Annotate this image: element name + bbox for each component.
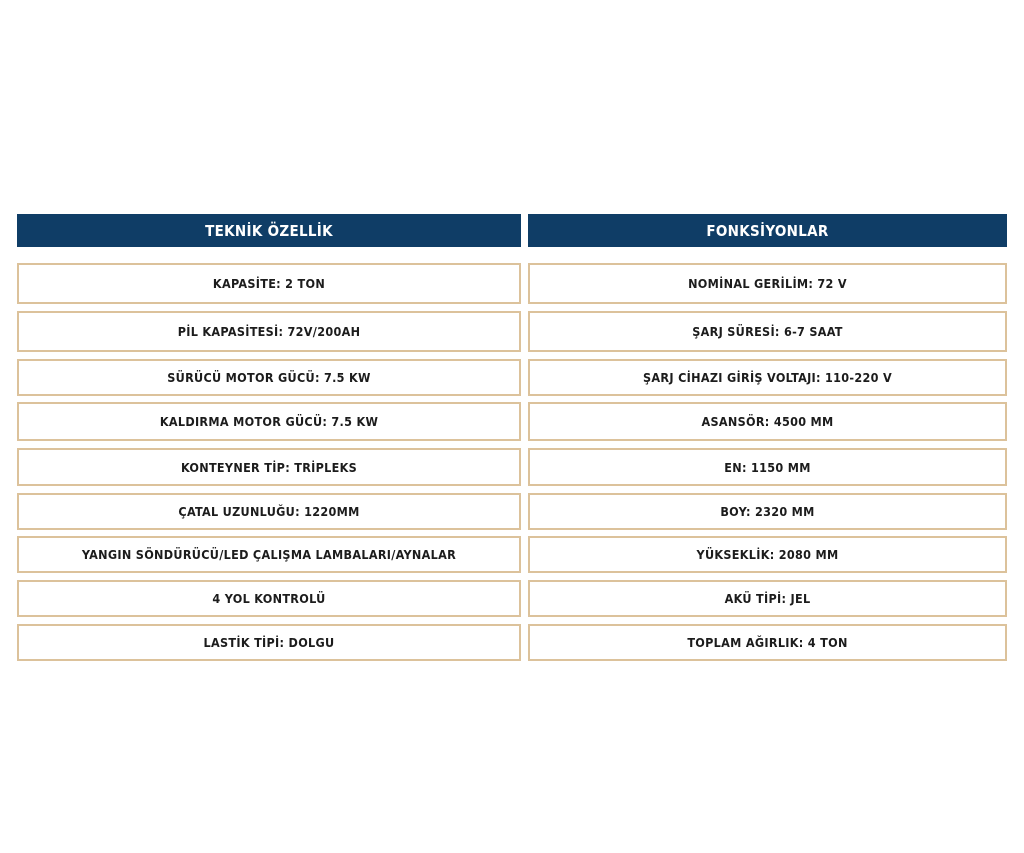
function-row: TOPLAM AĞIRLIK: 4 TON bbox=[528, 624, 1007, 661]
spec-row: ÇATAL UZUNLUĞU: 1220MM bbox=[17, 493, 521, 530]
function-row: BOY: 2320 MM bbox=[528, 493, 1007, 530]
spec-row: PİL KAPASİTESİ: 72V/200AH bbox=[17, 311, 521, 352]
function-row: ŞARJ SÜRESİ: 6-7 SAAT bbox=[528, 311, 1007, 352]
function-row: ŞARJ CİHAZI GİRİŞ VOLTAJI: 110-220 V bbox=[528, 359, 1007, 396]
spec-row: KAPASİTE: 2 TON bbox=[17, 263, 521, 304]
spec-row: KONTEYNER TİP: TRİPLEKS bbox=[17, 448, 521, 486]
spec-row: 4 YOL KONTROLÜ bbox=[17, 580, 521, 617]
function-row: AKÜ TİPİ: JEL bbox=[528, 580, 1007, 617]
function-row: YÜKSEKLİK: 2080 MM bbox=[528, 536, 1007, 573]
spec-row: SÜRÜCÜ MOTOR GÜCÜ: 7.5 KW bbox=[17, 359, 521, 396]
function-row: ASANSÖR: 4500 MM bbox=[528, 402, 1007, 441]
function-row: NOMİNAL GERİLİM: 72 V bbox=[528, 263, 1007, 304]
function-row: EN: 1150 MM bbox=[528, 448, 1007, 486]
functions-header: FONKSİYONLAR bbox=[528, 214, 1007, 247]
spec-row: YANGIN SÖNDÜRÜCÜ/LED ÇALIŞMA LAMBALARI/AYNALAR bbox=[17, 536, 521, 573]
spec-row: LASTİK TİPİ: DOLGU bbox=[17, 624, 521, 661]
spec-row: KALDIRMA MOTOR GÜCÜ: 7.5 KW bbox=[17, 402, 521, 441]
technical-spec-header: TEKNİK ÖZELLİK bbox=[17, 214, 521, 247]
